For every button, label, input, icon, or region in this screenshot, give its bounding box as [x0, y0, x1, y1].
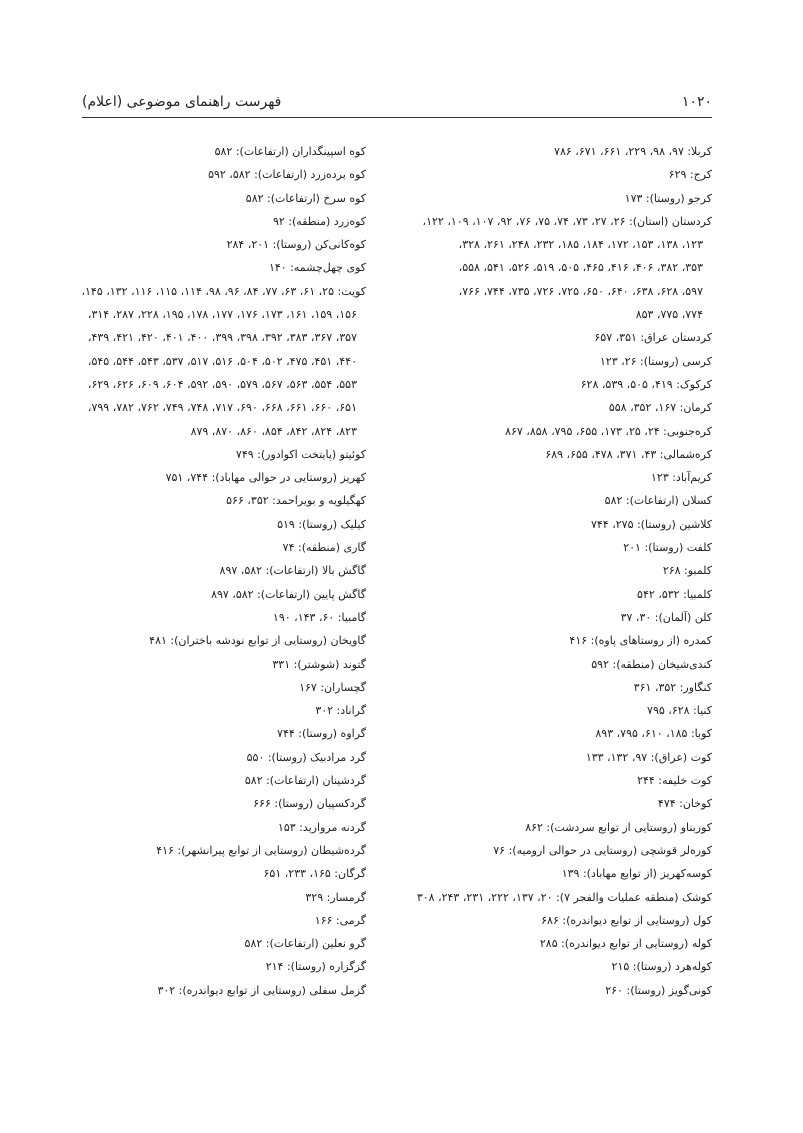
- index-entry: گرمسار: ۳۲۹: [305, 890, 366, 904]
- index-entry: گزگزاره (روستا): ۲۱۴: [265, 960, 366, 974]
- index-entry: کهگیلویه و بویراحمد: ۳۵۲، ۵۶۶: [226, 494, 366, 508]
- index-entry: کسلان (ارتفاعات): ۵۸۲: [604, 494, 712, 508]
- index-entry: کنگاور: ۳۵۲، ۳۶۱: [633, 680, 712, 694]
- index-entry: کوه برده‌زرد (ارتفاعات): ۵۸۲، ۵۹۲: [208, 168, 366, 182]
- index-entry: کول (روستایی از توابع دیواندره): ۶۸۶: [541, 913, 712, 927]
- index-entry: کوت (عراق): ۹۷، ۱۳۲، ۱۳۳: [585, 750, 712, 764]
- index-entry: کوئیتو (پایتخت اکوادور): ۷۴۹: [235, 447, 366, 461]
- index-entry-continuation: ۳۵۳، ۳۸۲، ۴۰۶، ۴۱۶، ۴۶۵، ۵۰۵، ۵۱۹، ۵۲۶، ۵۴۱، ۵۵۸،: [458, 261, 703, 275]
- index-entry: کلن (آلمان): ۳۰، ۳۷: [620, 610, 712, 624]
- index-entry: کوربناو (روستایی از توابع سردشت): ۸۶۲: [525, 820, 712, 834]
- index-entry: کوه سرخ (ارتفاعات): ۵۸۲: [245, 191, 366, 205]
- index-entry: کردستان (استان): ۲۶، ۲۷، ۷۳، ۷۴، ۷۵، ۷۶، ۹۲، ۱۰۷، ۱۰۹، ۱۲۲،: [422, 214, 712, 228]
- index-entry: کیلیک (روستا): ۵۱۹: [277, 517, 366, 531]
- index-entry: گردنه مروارید: ۱۵۳: [277, 820, 366, 834]
- index-entry: کندی‌شیخان (منطقه): ۵۹۲: [591, 657, 712, 671]
- index-entry: کلمبیا: ۵۳۲، ۵۴۲: [637, 587, 712, 601]
- index-entry: گرمی: ۱۶۶: [314, 913, 366, 927]
- index-entry: کرمان: ۱۶۷، ۳۵۲، ۵۵۸: [608, 401, 712, 415]
- index-entry: کلفت (روستا): ۲۰۱: [623, 541, 712, 555]
- index-entry: گاویخان (روستایی از توابع نودشه باختران): ۴۸۱: [149, 634, 366, 648]
- index-entry: کوه‌کانی‌کن (روستا): ۲۰۱، ۲۸۴: [226, 238, 366, 252]
- index-column-right: [400, 140, 712, 1002]
- index-entry: کویت: ۲۵، ۶۱، ۶۳، ۷۷، ۸۴، ۹۶، ۹۸، ۱۱۴، ۱۱۵، ۱۱۶، ۱۳۲، ۱۴۵،: [81, 284, 366, 298]
- index-entry: گرده‌شیطان (روستایی از توابع پیرانشهر): ۴۱۶: [156, 843, 366, 857]
- index-entry: گردشینان (ارتفاعات): ۵۸۲: [244, 774, 366, 788]
- index-entry: کلمبو: ۲۶۸: [662, 564, 712, 578]
- index-entry: گردکسپیان (روستا): ۶۶۶: [253, 797, 366, 811]
- index-entry: گاگش پایین (ارتفاعات): ۵۸۲، ۸۹۷: [211, 587, 366, 601]
- index-entry: گرد مرادبیک (روستا): ۵۵۰: [246, 750, 366, 764]
- index-entry-continuation: ۵۵۳، ۵۵۴، ۵۶۳، ۵۶۷، ۵۷۹، ۵۹۰، ۵۹۲، ۶۰۴، ۶۰۹، ۶۲۶، ۶۲۹،: [87, 377, 357, 391]
- index-entry: گاگش بالا (ارتفاعات): ۵۸۲، ۸۹۷: [219, 564, 366, 578]
- index-entry: کرج: ۶۲۹: [668, 168, 712, 182]
- running-title: فهرست راهنمای موضوعی (اعلام): [82, 94, 282, 110]
- index-entry: کوشک (منطقه عملیات والفجر ۷): ۲۰، ۱۳۷، ۲۲۲، ۲۳۱، ۲۴۳، ۳۰۸: [416, 890, 712, 904]
- index-entry: کونی‌گویز (روستا): ۲۶۰: [605, 983, 712, 997]
- index-entry: کرسی (روستا): ۲۶، ۱۲۳: [599, 354, 712, 368]
- index-entry-continuation: ۱۲۳، ۱۳۸، ۱۵۳، ۱۷۲، ۱۸۴، ۱۸۵، ۲۳۲، ۲۴۸، ۲۶۱، ۳۲۸،: [458, 238, 703, 252]
- index-entry: کره‌شمالی: ۴۳، ۳۷۱، ۴۷۸، ۶۵۵، ۶۸۹: [545, 447, 712, 461]
- index-entry: گراوه (روستا): ۷۴۴: [277, 727, 366, 741]
- index-entry: گزمل سفلی (روستایی از توابع دیواندره): ۳۰۲: [157, 983, 366, 997]
- index-entry-continuation: ۴۴۰، ۴۵۱، ۴۷۵، ۵۰۲، ۵۰۴، ۵۱۶، ۵۱۷، ۵۳۷، ۵۴۳، ۵۴۴، ۵۴۵،: [87, 354, 357, 368]
- index-entry: کره‌جنوبی: ۲۴، ۲۵، ۱۷۳، ۶۵۵، ۷۹۵، ۸۵۸، ۸۶۷: [505, 424, 712, 438]
- index-entry: کوت خلیفه: ۲۴۴: [637, 774, 712, 788]
- index-entry: کوسه‌کهریز (از توابع مهاباد): ۱۳۹: [561, 867, 712, 881]
- index-entry-continuation: ۶۵۱، ۶۶۰، ۶۶۱، ۶۶۸، ۶۹۰، ۷۱۷، ۷۴۸، ۷۴۹، ۷۶۲، ۷۸۲، ۷۹۹،: [87, 401, 357, 415]
- page-number: ۱۰۲۰: [681, 94, 712, 110]
- index-entry: کردستان عراق: ۳۵۱، ۶۵۷: [594, 331, 712, 345]
- index-entry: کهریز (روستایی در حوالی مهاباد): ۷۴۴، ۷۵۱: [165, 471, 366, 485]
- index-entry: کرجو (روستا): ۱۷۳: [624, 191, 712, 205]
- header-rule: [82, 117, 712, 118]
- index-entry: گچساران: ۱۶۷: [299, 680, 366, 694]
- index-entry-continuation: ۸۲۳، ۸۲۴، ۸۴۲، ۸۵۴، ۸۶۰، ۸۷۰، ۸۷۹: [190, 424, 357, 438]
- index-entry: کلاشین (روستا): ۲۷۵، ۷۴۴: [590, 517, 712, 531]
- index-entry: کنیا: ۶۲۸، ۷۹۵: [647, 704, 712, 718]
- index-entry: گاری (منطقه): ۷۴: [282, 541, 366, 555]
- index-entry: گرگان: ۱۶۵، ۲۳۳، ۶۵۱: [263, 867, 366, 881]
- index-entry: کوله‌هرد (روستا): ۲۱۵: [611, 960, 712, 974]
- index-entry: گراناد: ۳۰۲: [315, 704, 366, 718]
- index-entry: گامبیا: ۶۰، ۱۴۳، ۱۹۰: [272, 610, 366, 624]
- index-entry: کوه اسپینگداران (ارتفاعات): ۵۸۲: [214, 145, 366, 158]
- index-entry: کوخان: ۴۷۴: [657, 797, 712, 811]
- index-column-left: [54, 140, 366, 1002]
- index-entry: گتوند (شوشتر): ۳۳۱: [272, 657, 366, 671]
- index-entry: کوره‌لر قوشچی (روستایی در حوالی ارومیه): ۷۶: [493, 843, 712, 857]
- index-entry-continuation: ۷۷۴، ۷۷۵، ۸۵۳: [635, 308, 703, 322]
- index-entry: کوبا: ۱۸۵، ۶۱۰، ۷۹۵، ۸۹۳: [595, 727, 712, 741]
- index-entry: کریم‌آباد: ۱۲۳: [651, 471, 712, 485]
- index-entry: کربلا: ۹۷، ۹۸، ۲۲۹، ۶۶۱، ۶۷۱، ۷۸۶: [554, 145, 712, 158]
- index-entry: کمدره (از روستاهای پاوه): ۴۱۶: [569, 634, 712, 648]
- index-entry: کوله (روستایی از توابع دیواندره): ۲۸۵: [539, 937, 712, 951]
- index-entry-continuation: ۵۹۷، ۶۲۸، ۶۳۸، ۶۴۰، ۶۵۰، ۷۲۵، ۷۲۶، ۷۳۵، ۷۴۴، ۷۶۶،: [458, 284, 703, 298]
- index-entry: کوی چهل‌چشمه: ۱۴۰: [268, 261, 366, 275]
- page-header: [82, 92, 712, 114]
- index-entry: کوه‌زرد (منطقه): ۹۲: [272, 214, 366, 228]
- index-entry: کرکوک: ۴۱۹، ۵۰۵، ۵۳۹، ۶۲۸: [580, 377, 712, 391]
- index-entry: گرو نعلین (ارتفاعات): ۵۸۲: [244, 937, 366, 951]
- index-entry-continuation: ۳۵۷، ۳۶۷، ۳۸۳، ۳۹۲، ۳۹۸، ۳۹۹، ۴۰۰، ۴۰۱، ۴۲۰، ۴۲۱، ۴۳۹،: [87, 331, 357, 345]
- index-entry-continuation: ۱۵۶، ۱۵۹، ۱۶۱، ۱۷۳، ۱۷۶، ۱۷۷، ۱۷۸، ۱۹۵، ۲۲۸، ۲۸۷، ۳۱۴،: [87, 308, 357, 322]
